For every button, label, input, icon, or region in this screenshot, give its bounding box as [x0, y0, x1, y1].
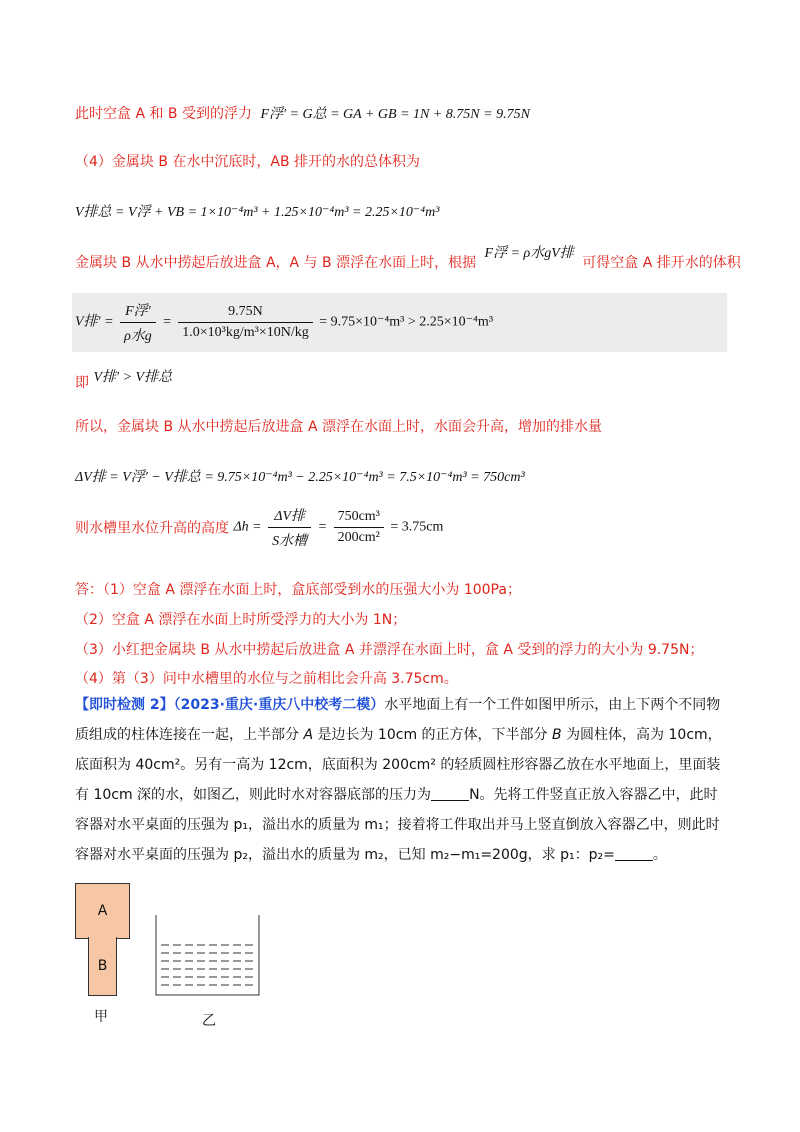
text: 即 [75, 375, 89, 391]
answer-line: （3）小红把金属块 B 从水中捞起后放进盒 A 并漂浮在水面上时，盒 A 受到的浮力的大小为 9.75N； [75, 642, 704, 658]
formula: V排′ > V排总 [93, 370, 173, 385]
solution-line-1 [75, 103, 530, 123]
figure-caption-jia: 甲 [94, 1009, 108, 1025]
problem-text: 为圆柱体，高为 10cm，底面积为 40cm²。另有一高为 12cm，底面积为 200cm² 的轻质圆柱形容器乙放在水平地面上，里面装有 10cm 深的水，如图乙，则此时水对容器底部的压力为 [75, 727, 722, 803]
solution-line-8: ΔV排 = V浮′ − V排总 = 9.75×10⁻⁴m³ − 2.25×10⁻⁴m³ = 7.5×10⁻⁴m³ = 750cm³ [75, 470, 525, 485]
numerator: ΔV排 [268, 505, 311, 528]
formula: F浮 = ρ水gV排 [484, 246, 574, 261]
problem-tag: 【即时检测 2】（2023·重庆·重庆八中校考二模） [75, 697, 385, 713]
label-b: B [547, 727, 567, 743]
text: 此时空盒 A 和 B 受到的浮力 [75, 106, 252, 122]
rhs: = 9.75×10⁻⁴m³ > 2.25×10⁻⁴m³ [319, 314, 494, 330]
lhs: V排′ = [75, 314, 114, 330]
label-a: A [299, 727, 318, 743]
numerator: 9.75N [178, 304, 312, 323]
fraction [334, 509, 384, 546]
solution-line-4 [75, 246, 741, 272]
answer-blank[interactable] [615, 846, 653, 861]
fraction [178, 304, 312, 341]
formula: F浮′ = G总 = GA + GB = 1N + 8.75N = 9.75N [260, 107, 530, 122]
problem-text: 是边长为 10cm 的正方体，下半部分 [317, 727, 548, 743]
rhs: = 3.75cm [390, 519, 444, 535]
water-container [155, 915, 260, 997]
text: 则水槽里水位升高的高度 [75, 520, 229, 537]
problem-text: 。 [652, 847, 667, 863]
answer-line: （4）第（3）问中水槽里的水位与之前相比会升高 3.75cm。 [75, 671, 458, 687]
block-a-label: A [97, 903, 108, 919]
solution-line-3: V排总 = V浮 + VB = 1×10⁻⁴m³ + 1.25×10⁻⁴m³ = 2.25×10⁻⁴m³ [75, 205, 440, 220]
formula [233, 505, 443, 550]
answer-line: 答：（1）空盒 A 漂浮在水面上时，盒底部受到水的压强大小为 100Pa； [75, 582, 521, 598]
problem-paragraph [75, 690, 730, 870]
text: 可得空盒 A 排开水的体积 [582, 255, 741, 271]
fraction [268, 505, 311, 550]
block-b [88, 937, 117, 996]
denominator: 1.0×10³kg/m³×10N/kg [182, 325, 309, 340]
numerator: F浮′ [120, 300, 156, 323]
denominator: S水槽 [272, 534, 308, 549]
numerator: 750cm³ [334, 509, 384, 528]
answer-line: （2）空盒 A 漂浮在水面上时所受浮力的大小为 1N； [75, 612, 407, 628]
fraction [120, 300, 156, 345]
solution-line-6 [75, 372, 172, 392]
solution-line-9 [75, 505, 443, 550]
equals: = [317, 519, 328, 535]
denominator: 200cm² [337, 530, 380, 545]
problem-text: N。先将工件竖直正放入容器乙中，此时容器对水平桌面的压强为 p₁，溢出水的质量为 m₁；接着将工件取出并马上竖直倒放入容器乙中，则此时容器对水平桌面的压强为 p₂，溢出水的质量为 m₂，已知 m₂−m₁=200g，求 p₁：p₂= [75, 787, 720, 863]
solution-line-7: 所以，金属块 B 从水中捞起后放进盒 A 漂浮在水面上时，水面会升高，增加的排水量 [75, 419, 602, 435]
solution-line-5 [75, 300, 493, 345]
block-b-label: B [97, 958, 108, 974]
figure-caption-yi: 乙 [202, 1013, 216, 1029]
equals: = [162, 314, 172, 330]
text: 金属块 B 从水中捞起后放进盒 A，A 与 B 漂浮在水面上时，根据 [75, 255, 477, 271]
answer-blank[interactable] [431, 786, 469, 801]
solution-line-2: （4）金属块 B 在水中沉底时，AB 排开的水的总体积为 [75, 154, 421, 170]
block-a [75, 883, 130, 939]
problem-text: 水平地面上有一个工件如图甲所示，由上下两个不同物质组成的柱体连接在一起，上半部分 [75, 697, 721, 743]
denominator: ρ水g [124, 329, 152, 344]
lhs: Δh = [233, 519, 262, 535]
